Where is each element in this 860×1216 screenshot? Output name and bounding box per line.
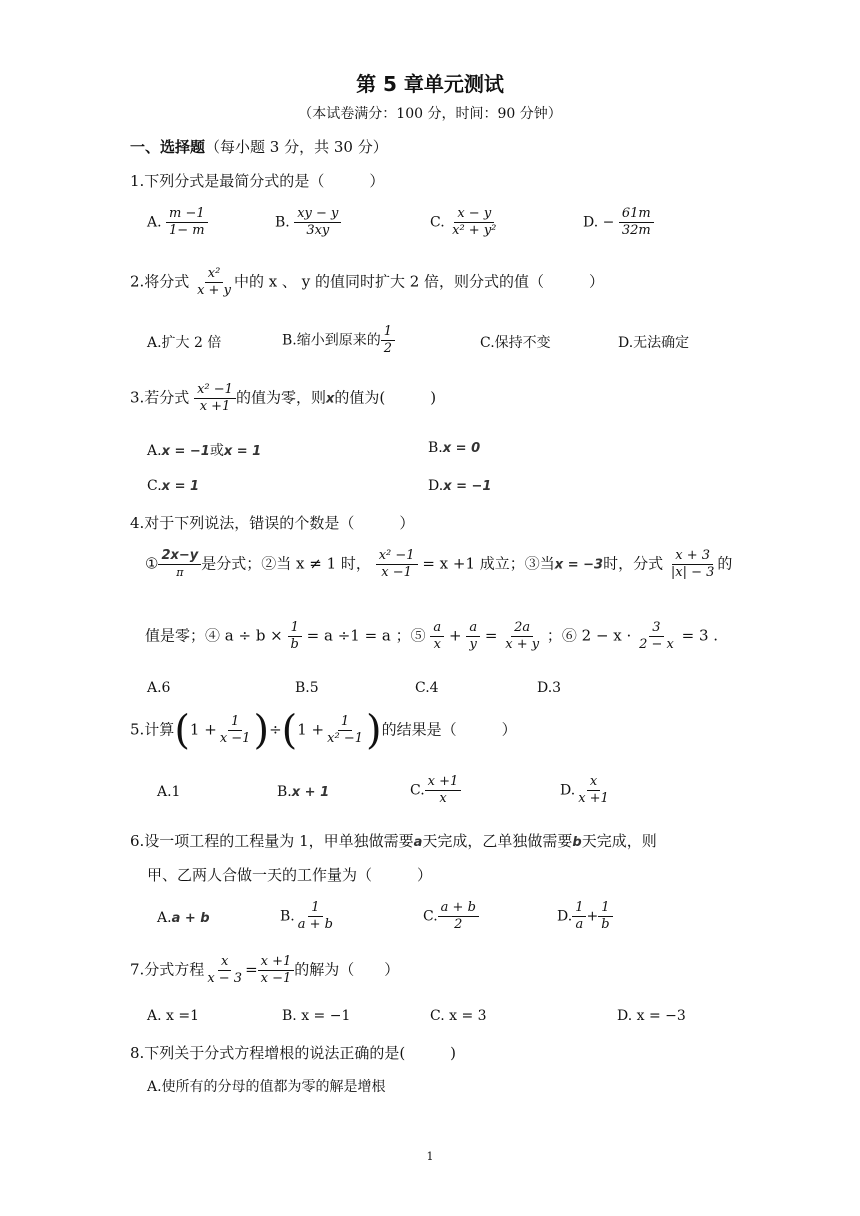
option-label: B. xyxy=(275,214,290,231)
denominator: x + y xyxy=(505,637,540,652)
fraction xyxy=(376,548,418,581)
question-6-stem-line-1 xyxy=(130,830,657,851)
option-text: B.缩小到原来的 xyxy=(282,332,381,349)
stem-text: 7.分式方程 xyxy=(130,960,205,979)
numerator: 1 xyxy=(308,900,322,917)
variable: x = −3 xyxy=(554,557,604,573)
option-label: C. xyxy=(410,782,425,799)
statement-text: 值是零；④ a ÷ b × xyxy=(145,626,283,645)
fraction xyxy=(425,774,462,807)
left-paren: ( xyxy=(174,707,190,754)
numerator: 1 xyxy=(288,620,302,637)
fraction xyxy=(572,900,586,933)
denominator: x −1 xyxy=(219,731,251,746)
q5-option-a: A.1 xyxy=(157,784,181,800)
option-value: x = 0 xyxy=(442,441,481,456)
numerator: a xyxy=(430,620,444,637)
option-value: x = −1 xyxy=(161,444,210,459)
q8-option-a: A.使所有的分母的值都为零的解是增根 xyxy=(147,1079,386,1095)
denominator: b xyxy=(601,917,610,932)
fraction xyxy=(158,548,201,581)
option-label: A. xyxy=(157,910,172,926)
question-2-stem xyxy=(130,266,604,299)
numerator: x² −1 xyxy=(376,548,418,565)
denominator: y xyxy=(469,637,477,652)
denominator: x −1 xyxy=(381,565,412,580)
numerator: 2x−y xyxy=(158,548,201,565)
fraction xyxy=(636,620,677,653)
option-value: x = 1 xyxy=(223,444,262,459)
right-paren: ) xyxy=(365,707,382,754)
q2-option-b xyxy=(282,324,395,357)
option-label: D. xyxy=(560,782,576,799)
fraction xyxy=(294,206,341,239)
numerator: x +1 xyxy=(425,774,462,791)
q6-option-d xyxy=(557,900,613,933)
operator: + xyxy=(448,626,462,645)
q6-option-a xyxy=(157,910,210,926)
q7-option-b: B. x = −1 xyxy=(282,1008,351,1024)
option-label: A. xyxy=(147,443,162,459)
q4-option-b: B.5 xyxy=(295,680,319,696)
numerator: x − y xyxy=(454,206,494,223)
numerator: 1 xyxy=(598,900,612,917)
option-label: D. xyxy=(557,908,573,925)
statement-text: = a ÷1 = a ；⑤ xyxy=(306,626,426,645)
q2-option-c: C.保持不变 xyxy=(480,335,551,351)
fraction xyxy=(466,620,480,653)
numerator: x + 3 xyxy=(672,548,713,565)
fraction xyxy=(430,620,444,653)
fraction xyxy=(438,900,479,933)
fraction xyxy=(598,900,612,933)
denominator: a xyxy=(575,917,584,932)
question-5-stem xyxy=(130,707,517,754)
stem-text: 3.若分式 xyxy=(130,388,190,407)
stem-text: 的解为（ ） xyxy=(294,960,400,979)
exam-info: （本试卷满分：100 分，时间：90 分钟） xyxy=(298,106,562,122)
statement-text: 的 xyxy=(717,554,733,573)
numerator: m −1 xyxy=(166,206,208,223)
question-7-stem xyxy=(130,954,399,987)
fraction xyxy=(166,206,208,239)
q4-option-d: D.3 xyxy=(537,680,562,696)
q3-option-d xyxy=(428,478,491,494)
q4-option-c: C.4 xyxy=(415,680,439,696)
stem-text: 天完成，乙单独做需要 xyxy=(422,832,573,850)
option-label: C. xyxy=(423,908,438,925)
denominator: a + b xyxy=(297,917,333,932)
q4-statement-line-1 xyxy=(145,548,732,581)
option-label: C. xyxy=(430,214,445,231)
variable: a xyxy=(413,835,423,850)
denominator: x xyxy=(439,791,447,806)
fraction xyxy=(619,206,654,239)
operator: + xyxy=(586,908,599,925)
numerator: a xyxy=(466,620,480,637)
option-label: D. xyxy=(428,478,444,494)
q6-option-c xyxy=(423,900,479,933)
section-note: （每小题 3 分，共 30 分） xyxy=(205,138,388,156)
fraction xyxy=(668,548,718,581)
operator: = xyxy=(245,960,258,979)
denominator: x − 3 xyxy=(207,971,243,986)
q5-option-b xyxy=(277,784,329,800)
circled-number: ① xyxy=(145,554,159,573)
question-6-stem-line-2: 甲、乙两人合做一天的工作量为（ ） xyxy=(147,866,433,884)
fraction xyxy=(288,620,302,653)
numerator: x +1 xyxy=(258,954,295,971)
question-3-stem xyxy=(130,382,436,415)
q3-option-c xyxy=(147,478,199,494)
denominator: 1− m xyxy=(169,223,205,238)
fraction xyxy=(502,620,542,653)
stem-text: 2.将分式 xyxy=(130,272,190,291)
option-value: x = −1 xyxy=(443,479,492,494)
stem-text: 的值为( ) xyxy=(334,388,437,407)
denominator: b xyxy=(290,637,299,652)
fraction xyxy=(204,954,245,987)
q5-option-d xyxy=(560,774,612,807)
right-paren: ) xyxy=(253,707,270,754)
fraction xyxy=(217,714,254,747)
q1-option-d xyxy=(583,206,654,239)
section-title: 一、选择题 xyxy=(130,138,206,156)
option-label: B. xyxy=(280,908,295,925)
q2-option-a: A.扩大 2 倍 xyxy=(147,335,222,351)
denominator: x² −1 xyxy=(327,731,363,746)
numerator: 2a xyxy=(511,620,533,637)
q4-statement-line-2 xyxy=(145,620,718,653)
statement-text: 时，分式 xyxy=(603,554,664,573)
denominator: 3xy xyxy=(306,223,330,238)
numerator: x² −1 xyxy=(194,382,236,399)
denominator: 32m xyxy=(621,223,651,238)
question-4-stem: 4.对于下列说法，错误的个数是（ ） xyxy=(130,514,415,532)
expression: 1 + xyxy=(297,720,325,739)
numerator: 1 xyxy=(338,714,352,731)
fraction xyxy=(194,382,236,415)
question-1-stem: 1.下列分式是最简分式的是（ ） xyxy=(130,172,385,190)
fraction xyxy=(381,324,395,357)
denominator: 2 xyxy=(383,341,393,356)
expression: 1 + xyxy=(189,720,217,739)
denominator: x +1 xyxy=(578,791,609,806)
left-paren: ( xyxy=(281,707,298,754)
statement-text: = 3 . xyxy=(681,626,719,645)
numerator: x xyxy=(218,954,231,971)
q1-option-b xyxy=(275,206,341,239)
denominator: x −1 xyxy=(260,971,292,986)
q5-option-c xyxy=(410,774,461,807)
q1-option-a xyxy=(147,206,208,239)
q3-option-b xyxy=(428,440,480,456)
q1-option-c xyxy=(430,206,499,239)
numerator: 3 xyxy=(649,620,663,637)
stem-text: 天完成，则 xyxy=(581,832,657,850)
option-label: C. xyxy=(147,478,162,494)
section-header xyxy=(130,136,388,157)
option-value: x + 1 xyxy=(291,785,330,800)
stem-text: 中的 x 、 y 的值同时扩大 2 倍，则分式的值（ ） xyxy=(233,272,605,291)
denominator: π xyxy=(176,566,184,579)
denominator: x² + y² xyxy=(452,223,497,238)
statement-text: ；⑥ 2 − x · xyxy=(546,626,632,645)
q7-option-a: A. x =1 xyxy=(147,1008,199,1024)
operator: = xyxy=(484,626,498,645)
denominator: 2 − x xyxy=(639,637,674,652)
q7-option-d: D. x = −3 xyxy=(617,1008,686,1024)
numerator: xy − y xyxy=(294,206,341,223)
numerator: 1 xyxy=(381,324,395,341)
question-8-stem: 8.下列关于分式方程增根的说法正确的是( ) xyxy=(130,1044,457,1062)
q4-option-a: A.6 xyxy=(147,680,171,696)
option-text: 或 xyxy=(209,443,224,459)
stem-text: 6.设一项工程的工程量为 1，甲单独做需要 xyxy=(130,832,414,850)
page-number: 1 xyxy=(426,1150,434,1163)
denominator: x +1 xyxy=(199,399,231,414)
denominator: x + y xyxy=(197,283,231,298)
fraction xyxy=(258,954,295,987)
numerator: x² xyxy=(205,266,224,283)
option-value: a + b xyxy=(171,911,210,926)
option-label: B. xyxy=(277,784,292,800)
option-label: A. xyxy=(147,214,162,231)
stem-text: 的值为零，则 xyxy=(235,388,326,407)
option-value: x = 1 xyxy=(161,479,200,494)
fraction xyxy=(194,266,234,299)
numerator: 61m xyxy=(619,206,654,223)
q2-option-d: D.无法确定 xyxy=(618,335,690,351)
fraction xyxy=(575,774,612,807)
q6-option-b xyxy=(280,900,336,933)
numerator: 1 xyxy=(572,900,586,917)
numerator: 1 xyxy=(228,714,242,731)
variable: b xyxy=(572,835,582,850)
page-title: 第 5 章单元测试 xyxy=(356,72,504,96)
denominator: x xyxy=(433,637,441,652)
fraction xyxy=(449,206,499,239)
stem-text: 的结果是（ ） xyxy=(381,720,517,739)
option-label: B. xyxy=(428,440,443,456)
statement-text: 是分式；②当 x ≠ 1 时， xyxy=(201,554,371,573)
fraction xyxy=(324,714,366,747)
q3-option-a xyxy=(147,440,261,460)
variable: x xyxy=(325,391,335,407)
numerator: x xyxy=(587,774,600,791)
option-label: D. − xyxy=(583,214,615,231)
numerator: a + b xyxy=(438,900,479,917)
statement-text: = x +1 成立；③当 xyxy=(422,554,555,573)
fraction xyxy=(295,900,336,933)
stem-text: 5.计算 xyxy=(130,720,175,739)
denominator: 2 xyxy=(454,917,463,932)
denominator: |x| − 3 xyxy=(670,565,715,580)
operator: ÷ xyxy=(269,720,282,739)
q7-option-c: C. x = 3 xyxy=(430,1008,487,1024)
